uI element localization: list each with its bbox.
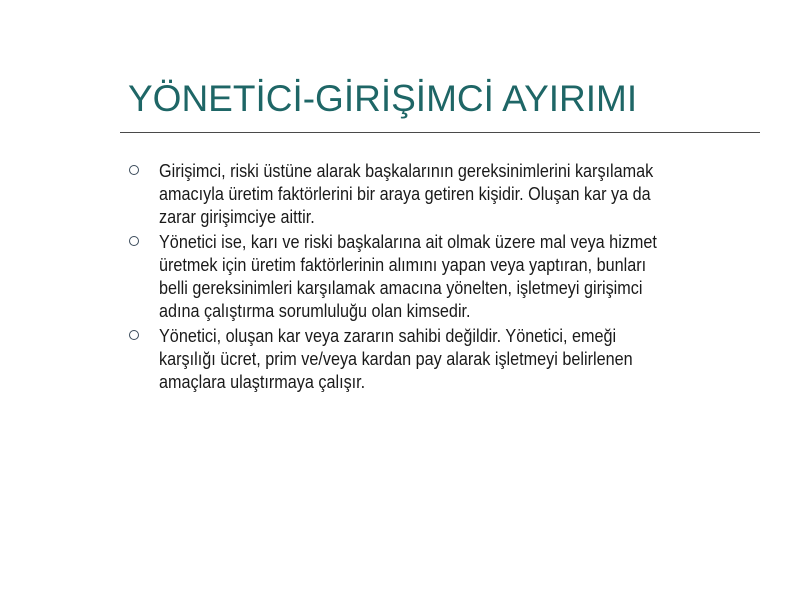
hollow-circle-icon — [129, 165, 139, 175]
bullet-list — [128, 160, 768, 396]
slide-title: YÖNETİCİ-GİRİŞİMCİ AYIRIMI — [128, 78, 638, 119]
bullet-line: Girişimci, riski üstüne alarak başkalarının gereksinimlerini karşılamak — [159, 161, 654, 181]
bullet-line: Yönetici, oluşan kar veya zararın sahibi değildir. Yönetici, emeği — [159, 326, 617, 346]
bullet-line: belli gereksinimleri karşılamak amacına yönelten, işletmeyi girişimci — [159, 278, 643, 298]
bullet-text — [159, 231, 735, 323]
title-divider — [120, 132, 760, 133]
bullet-line: karşılığı ücret, prim ve/veya kardan pay alarak işletmeyi belirlenen — [159, 349, 633, 369]
bullet-line: zarar girişimciye aittir. — [159, 207, 315, 227]
bullet-text — [159, 160, 735, 229]
bullet-line: Yönetici ise, karı ve riski başkalarına ait olmak üzere mal veya hizmet — [159, 232, 657, 252]
bullet-line: amaçlara ulaştırmaya çalışır. — [159, 372, 366, 392]
hollow-circle-icon — [129, 236, 139, 246]
bullet-line: adına çalıştırma sorumluluğu olan kimsedir. — [159, 301, 471, 321]
bullet-text — [159, 325, 735, 394]
bullet-line: üretmek için üretim faktörlerinin alımını yapan veya yaptıran, bunları — [159, 255, 647, 275]
bullet-line: amacıyla üretim faktörlerini bir araya getiren kişidir. Oluşan kar ya da — [159, 184, 651, 204]
bullet-item — [128, 160, 768, 229]
hollow-circle-icon — [129, 330, 139, 340]
bullet-item — [128, 325, 768, 394]
bullet-item — [128, 231, 768, 323]
